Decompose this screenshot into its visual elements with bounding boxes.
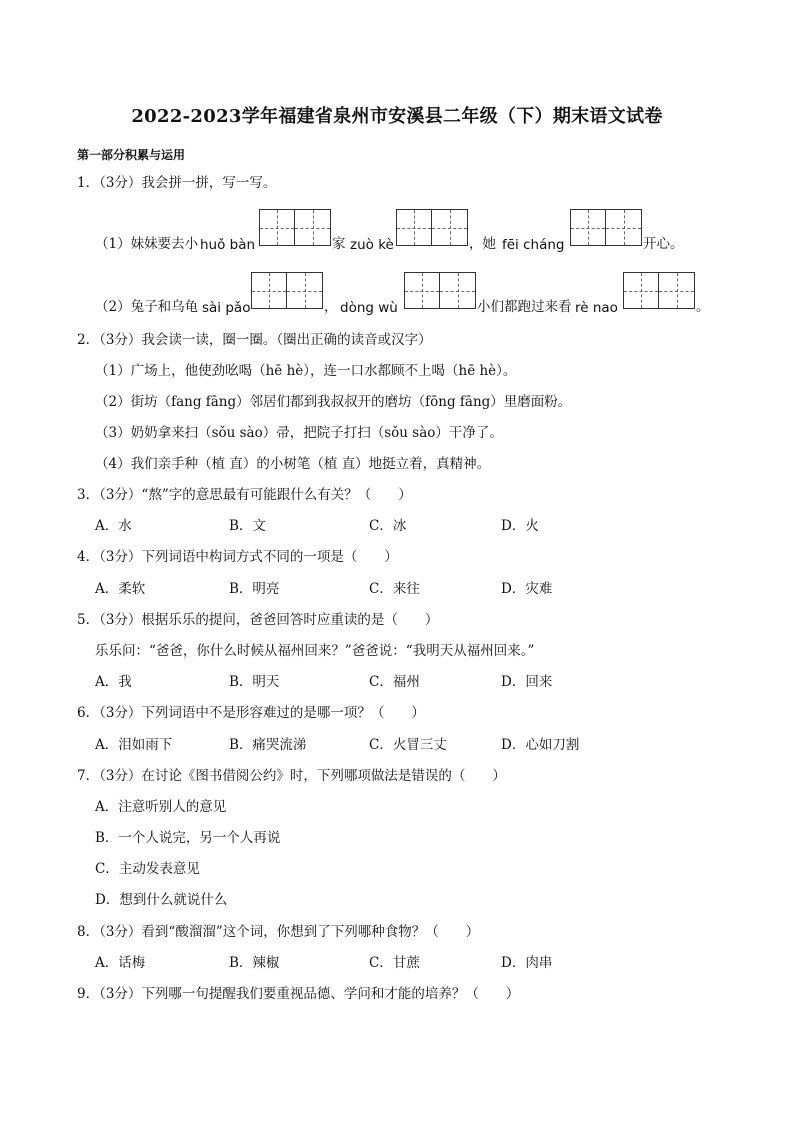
q8-option-a[interactable]: A．话梅 bbox=[95, 955, 146, 971]
section-heading: 第一部分积累与运用 bbox=[77, 148, 186, 162]
q8-option-d[interactable]: D．肉串 bbox=[501, 955, 553, 971]
question-4-stem: 4．（3分）下列词语中构词方式不同的一项是（ ） bbox=[77, 549, 398, 565]
q5-option-a[interactable]: A．我 bbox=[95, 674, 132, 690]
q6-option-c[interactable]: C．火冒三丈 bbox=[369, 737, 447, 753]
q2-item-3: （3）奶奶拿来扫（sǒu sào）帚，把院子打扫（sǒu sào）干净了。 bbox=[95, 425, 503, 441]
q6-option-b[interactable]: B．痛哭流涕 bbox=[229, 737, 307, 753]
question-8-stem: 8．（3分）看到“酸溜溜”这个词，你想到了下列哪种食物？（ ） bbox=[77, 924, 480, 940]
q1-r1-pinyin-1: huǒ bàn bbox=[200, 237, 256, 253]
q3-option-b[interactable]: B．文 bbox=[229, 518, 266, 534]
q3-option-d[interactable]: D．火 bbox=[501, 518, 539, 534]
question-2-stem: 2．（3分）我会读一读，圈一圈。（圈出正确的读音或汉字） bbox=[77, 332, 432, 348]
q4-option-b[interactable]: B．明亮 bbox=[229, 581, 280, 597]
q1-r1-write-grid-1[interactable] bbox=[259, 209, 331, 246]
q1-r1-text-d: 开心。 bbox=[643, 236, 684, 252]
q1-r2-pinyin-3: rè nao bbox=[575, 300, 618, 316]
q1-r2-write-grid-2[interactable] bbox=[404, 272, 476, 309]
q4-option-c[interactable]: C．来往 bbox=[369, 581, 420, 597]
q5-option-b[interactable]: B．明天 bbox=[229, 674, 280, 690]
q7-option-a[interactable]: A．注意听别人的意见 bbox=[95, 799, 227, 815]
q7-option-c[interactable]: C．主动发表意见 bbox=[95, 861, 200, 877]
q2-item-4: （4）我们亲手种（植 直）的小树笔（植 直）地挺立着，真精神。 bbox=[95, 456, 491, 472]
q1-r1-text-b: 家 bbox=[332, 236, 346, 252]
q1-r2-text-c: 小们都跑过来看 bbox=[477, 299, 572, 315]
question-1-stem: 1．（3分）我会拼一拼，写一写。 bbox=[77, 175, 277, 191]
q1-r1-write-grid-3[interactable] bbox=[570, 209, 642, 246]
q1-r2-pinyin-2: dòng wù bbox=[340, 300, 398, 316]
q1-r1-pinyin-2: zuò kè bbox=[350, 237, 394, 253]
q4-option-a[interactable]: A．柔软 bbox=[95, 581, 146, 597]
q1-r2-write-grid-3[interactable] bbox=[623, 272, 695, 309]
q3-option-c[interactable]: C．冰 bbox=[369, 518, 407, 534]
q2-item-2: （2）街坊（fang fāng）邻居们都到我叔叔开的磨坊（fōng fāng）里磨面粉。 bbox=[95, 394, 572, 410]
exam-title: 2022-2023学年福建省泉州市安溪县二年级（下）期末语文试卷 bbox=[131, 106, 663, 127]
question-6-stem: 6．（3分）下列词语中不是形容难过的是哪一项？（ ） bbox=[77, 705, 425, 721]
q1-r1-pinyin-3: fēi cháng bbox=[502, 237, 565, 253]
q1-r2-pinyin-1: sài pǎo bbox=[202, 300, 251, 316]
q1-r2-write-grid-1[interactable] bbox=[251, 272, 323, 309]
q5-option-c[interactable]: C．福州 bbox=[369, 674, 420, 690]
q2-item-1: （1）广场上，他使劲吆喝（hē hè），连一口水都顾不上喝（hē hè）。 bbox=[95, 363, 517, 379]
q3-option-a[interactable]: A．水 bbox=[95, 518, 132, 534]
q1-r1-write-grid-2[interactable] bbox=[396, 209, 468, 246]
q6-option-d[interactable]: D．心如刀割 bbox=[501, 737, 580, 753]
question-3-stem: 3．（3分）“熬”字的意思最有可能跟什么有关？（ ） bbox=[77, 487, 412, 503]
q6-option-a[interactable]: A．泪如雨下 bbox=[95, 737, 173, 753]
q1-r1-text-c: ，她 bbox=[469, 236, 496, 252]
question-7-stem: 7．（3分）在讨论《图书借阅公约》时，下列哪项做法是错误的（ ） bbox=[77, 768, 506, 784]
q7-option-d[interactable]: D．想到什么就说什么 bbox=[95, 892, 228, 908]
q1-r2-text-d: 。 bbox=[696, 299, 710, 315]
q5-option-d[interactable]: D．回来 bbox=[501, 674, 553, 690]
q4-option-d[interactable]: D．灾难 bbox=[501, 581, 553, 597]
q1-r1-text-a: （1）妹妹要去小 bbox=[95, 236, 199, 252]
question-5-stem: 5．（3分）根据乐乐的提问，爸爸回答时应重读的是（ ） bbox=[77, 612, 439, 628]
q1-r2-text-a: （2）兔子和乌龟 bbox=[95, 299, 199, 315]
q7-option-b[interactable]: B．一个人说完，另一个人再说 bbox=[95, 830, 281, 846]
q5-context: 乐乐问：“爸爸，你什么时候从福州回来？”爸爸说：“我明天从福州回来。” bbox=[95, 643, 535, 659]
q1-r2-text-b: ， bbox=[324, 299, 338, 315]
question-9-stem: 9．（3分）下列哪一句提醒我们要重视品德、学问和才能的培养？（ ） bbox=[77, 986, 520, 1002]
q8-option-c[interactable]: C．甘蔗 bbox=[369, 955, 420, 971]
q8-option-b[interactable]: B．辣椒 bbox=[229, 955, 280, 971]
